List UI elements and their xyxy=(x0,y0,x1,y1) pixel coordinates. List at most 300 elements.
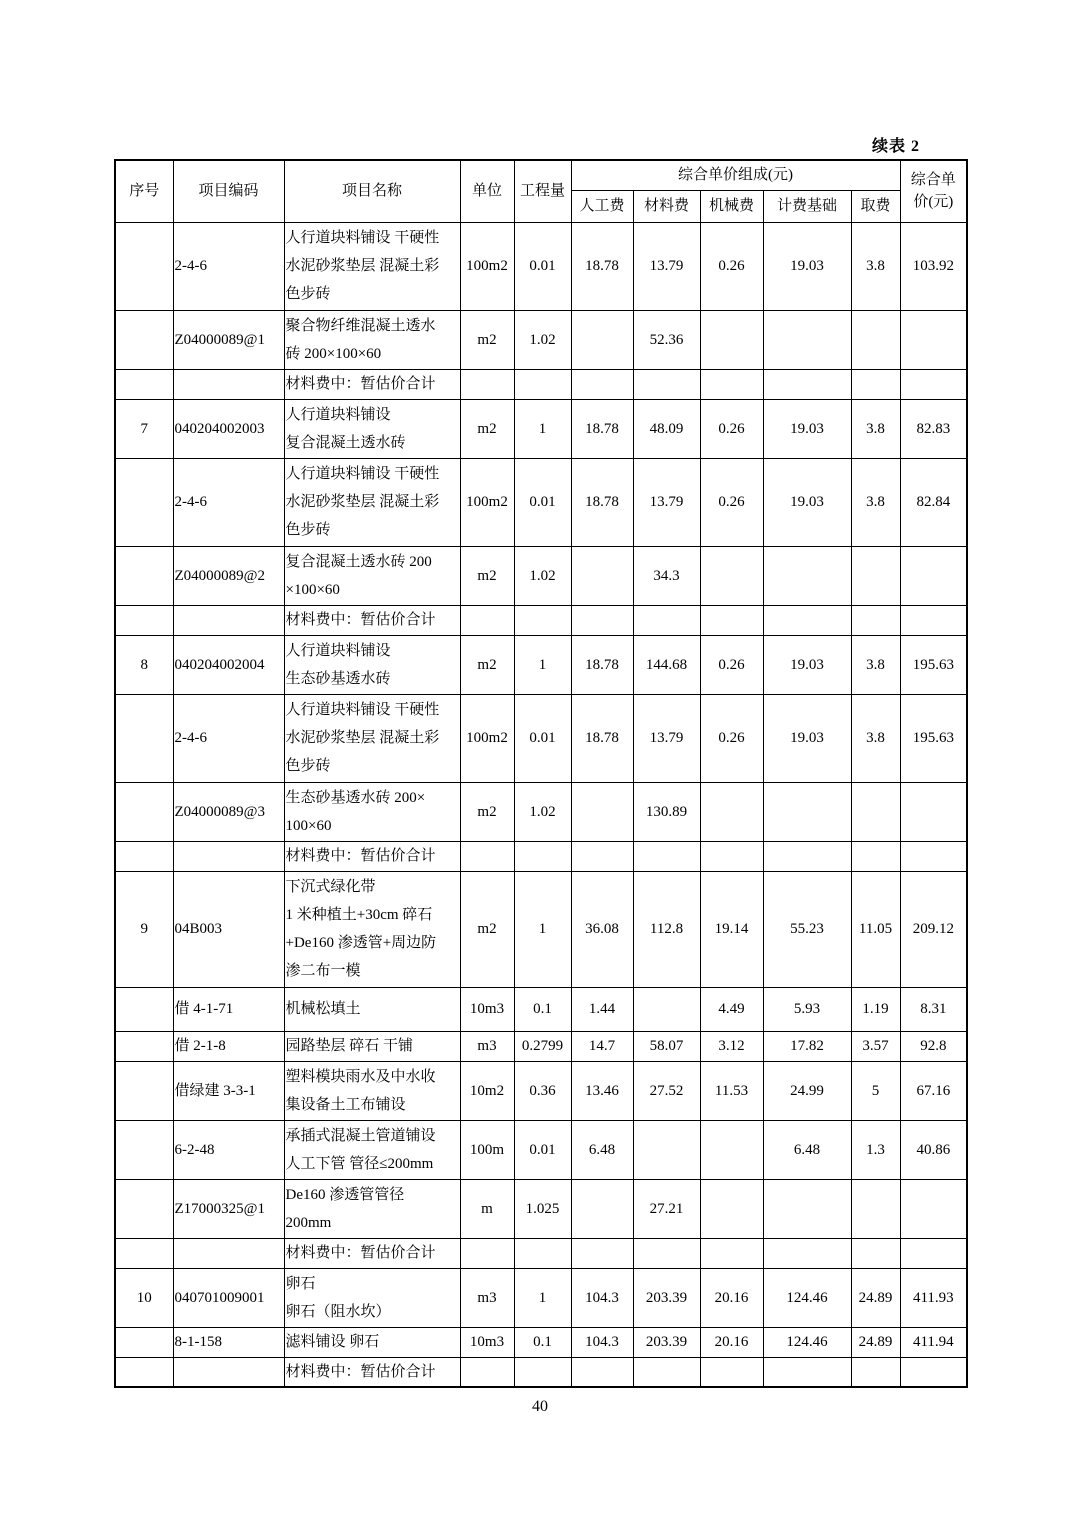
name-line: 材料费中：暂估价合计 xyxy=(285,848,436,864)
cell-price: 82.83 xyxy=(900,399,967,458)
cell-labor xyxy=(571,605,633,635)
cell-labor xyxy=(571,1179,633,1238)
cell-qty: 1 xyxy=(514,399,571,458)
cell-fee: 1.3 xyxy=(851,1120,900,1179)
cell-name xyxy=(284,458,460,546)
table-row xyxy=(115,310,967,369)
cell-qty: 1 xyxy=(514,871,571,987)
cell-qty: 1.02 xyxy=(514,546,571,605)
cell-name xyxy=(284,605,460,635)
table-row xyxy=(115,1061,967,1120)
cell-machine xyxy=(700,310,763,369)
header-price-line1: 综合单 xyxy=(910,172,956,189)
cell-fee xyxy=(851,1357,900,1387)
cell-material xyxy=(633,1120,700,1179)
cell-unit: 10m2 xyxy=(460,1061,514,1120)
cell-machine: 0.26 xyxy=(700,635,763,694)
cell-qty xyxy=(514,605,571,635)
name-line: 色步砖 xyxy=(285,286,331,302)
cell-code xyxy=(173,841,284,871)
cell-code: 借 2-1-8 xyxy=(173,1031,284,1061)
cell-name xyxy=(284,1031,460,1061)
cell-base: 6.48 xyxy=(763,1120,851,1179)
cell-unit: 10m3 xyxy=(460,987,514,1031)
page-number: 40 xyxy=(532,1398,548,1415)
cell-machine: 0.26 xyxy=(700,399,763,458)
cell-qty: 1.02 xyxy=(514,782,571,841)
table-row xyxy=(115,546,967,605)
header-price-line2: 价(元) xyxy=(913,194,954,211)
name-line: ×100×60 xyxy=(285,581,340,598)
cell-qty: 1 xyxy=(514,1268,571,1327)
cell-fee xyxy=(851,1179,900,1238)
cell-qty: 1 xyxy=(514,635,571,694)
header-composition: 综合单价组成(元) xyxy=(571,160,900,190)
name-line: 色步砖 xyxy=(285,758,331,774)
cell-machine xyxy=(700,1179,763,1238)
cell-labor: 18.78 xyxy=(571,399,633,458)
cell-unit: m2 xyxy=(460,635,514,694)
cell-material xyxy=(633,1357,700,1387)
name-line: 人行道块料铺设 干硬性 xyxy=(285,702,440,718)
cell-price xyxy=(900,782,967,841)
cell-material: 13.79 xyxy=(633,694,700,782)
cell-labor xyxy=(571,546,633,605)
cell-unit: m2 xyxy=(460,782,514,841)
cell-seq xyxy=(115,310,173,369)
cell-machine: 20.16 xyxy=(700,1268,763,1327)
name-line: 色步砖 xyxy=(285,522,331,538)
cell-price xyxy=(900,605,967,635)
table-row xyxy=(115,1268,967,1327)
cell-labor xyxy=(571,841,633,871)
cell-material xyxy=(633,1238,700,1268)
cell-code xyxy=(173,605,284,635)
cell-base xyxy=(763,369,851,399)
cell-machine xyxy=(700,1238,763,1268)
cell-labor: 1.44 xyxy=(571,987,633,1031)
cell-price xyxy=(900,546,967,605)
name-line: 人行道块料铺设 xyxy=(285,406,391,423)
table-row xyxy=(115,1031,967,1061)
cell-base xyxy=(763,782,851,841)
cell-seq: 10 xyxy=(115,1268,173,1327)
cell-fee: 24.89 xyxy=(851,1268,900,1327)
cell-material: 48.09 xyxy=(633,399,700,458)
cell-name xyxy=(284,1327,460,1357)
cell-base: 124.46 xyxy=(763,1268,851,1327)
cell-price: 195.63 xyxy=(900,635,967,694)
cell-labor: 104.3 xyxy=(571,1268,633,1327)
cell-fee: 11.05 xyxy=(851,871,900,987)
header-seq: 序号 xyxy=(115,160,173,222)
cell-unit: m3 xyxy=(460,1268,514,1327)
cell-material: 144.68 xyxy=(633,635,700,694)
cell-qty: 0.01 xyxy=(514,1120,571,1179)
cell-name xyxy=(284,1238,460,1268)
cell-base xyxy=(763,1357,851,1387)
cell-name xyxy=(284,1061,460,1120)
cell-qty xyxy=(514,369,571,399)
cell-machine: 0.26 xyxy=(700,694,763,782)
cell-material: 34.3 xyxy=(633,546,700,605)
cell-fee: 24.89 xyxy=(851,1327,900,1357)
name-line: De160 渗透管管径 xyxy=(285,1186,405,1203)
cell-base xyxy=(763,605,851,635)
header-material: 材料费 xyxy=(633,190,700,222)
cell-qty: 0.2799 xyxy=(514,1031,571,1061)
cell-machine: 20.16 xyxy=(700,1327,763,1357)
name-line: 滤料铺设 卵石 xyxy=(285,1334,380,1350)
header-machine: 机械费 xyxy=(700,190,763,222)
cell-material: 13.79 xyxy=(633,458,700,546)
name-line: 人工下管 管径≤200mm xyxy=(285,1155,434,1172)
cell-labor: 18.78 xyxy=(571,635,633,694)
name-line: 200mm xyxy=(285,1214,332,1231)
name-line: 生态砂基透水砖 200× xyxy=(285,789,426,806)
cell-labor: 18.78 xyxy=(571,694,633,782)
name-line: 渗二布一模 xyxy=(285,963,361,979)
table-row xyxy=(115,635,967,694)
cell-qty: 0.01 xyxy=(514,694,571,782)
cell-seq xyxy=(115,1238,173,1268)
name-line: 复合混凝土透水砖 xyxy=(285,434,406,451)
cell-base: 55.23 xyxy=(763,871,851,987)
cell-qty xyxy=(514,1238,571,1268)
cell-code: 040204002003 xyxy=(173,399,284,458)
cell-name xyxy=(284,222,460,310)
unit-price-table xyxy=(114,159,968,1388)
cell-fee xyxy=(851,369,900,399)
cell-price xyxy=(900,1357,967,1387)
header-unit: 单位 xyxy=(460,160,514,222)
cell-price: 411.94 xyxy=(900,1327,967,1357)
cell-base: 124.46 xyxy=(763,1327,851,1357)
cell-machine: 11.53 xyxy=(700,1061,763,1120)
cell-machine xyxy=(700,605,763,635)
cell-price: 411.93 xyxy=(900,1268,967,1327)
table-row xyxy=(115,458,967,546)
cell-code: 040204002004 xyxy=(173,635,284,694)
cell-base: 24.99 xyxy=(763,1061,851,1120)
cell-unit xyxy=(460,1238,514,1268)
cell-unit: m2 xyxy=(460,871,514,987)
cell-name xyxy=(284,369,460,399)
header-price xyxy=(900,160,967,222)
cell-material: 112.8 xyxy=(633,871,700,987)
cell-base: 19.03 xyxy=(763,222,851,310)
cell-fee: 1.19 xyxy=(851,987,900,1031)
table-row xyxy=(115,605,967,635)
cell-seq: 9 xyxy=(115,871,173,987)
cell-code: Z04000089@1 xyxy=(173,310,284,369)
table-row xyxy=(115,987,967,1031)
cell-base xyxy=(763,546,851,605)
cell-machine xyxy=(700,782,763,841)
cell-material: 58.07 xyxy=(633,1031,700,1061)
cell-material: 13.79 xyxy=(633,222,700,310)
name-line: 塑料模块雨水及中水收 xyxy=(285,1068,436,1085)
cell-price xyxy=(900,1179,967,1238)
table-row xyxy=(115,841,967,871)
cell-labor: 36.08 xyxy=(571,871,633,987)
cell-labor: 14.7 xyxy=(571,1031,633,1061)
cell-material: 130.89 xyxy=(633,782,700,841)
table-row xyxy=(115,782,967,841)
table-row xyxy=(115,222,967,310)
cell-labor xyxy=(571,782,633,841)
cell-base: 19.03 xyxy=(763,458,851,546)
cell-seq xyxy=(115,1327,173,1357)
name-line: 材料费中：暂估价合计 xyxy=(285,612,436,628)
name-line: 砖 200×100×60 xyxy=(285,345,382,362)
cell-price: 40.86 xyxy=(900,1120,967,1179)
cell-unit: m3 xyxy=(460,1031,514,1061)
cell-unit xyxy=(460,369,514,399)
cell-price xyxy=(900,841,967,871)
cell-code: 2-4-6 xyxy=(173,458,284,546)
cell-fee: 3.8 xyxy=(851,399,900,458)
cell-code: Z04000089@3 xyxy=(173,782,284,841)
cell-price: 82.84 xyxy=(900,458,967,546)
name-line: 材料费中：暂估价合计 xyxy=(285,1245,436,1261)
table-row xyxy=(115,871,967,987)
cell-material: 52.36 xyxy=(633,310,700,369)
cell-name xyxy=(284,871,460,987)
cell-code: 借 4-1-71 xyxy=(173,987,284,1031)
name-line: 卵石 xyxy=(285,1275,316,1292)
cell-qty: 0.1 xyxy=(514,987,571,1031)
cell-seq xyxy=(115,605,173,635)
name-line: 聚合物纤维混凝土透水 xyxy=(285,317,436,334)
cell-qty: 1.025 xyxy=(514,1179,571,1238)
cell-material xyxy=(633,369,700,399)
header-labor: 人工费 xyxy=(571,190,633,222)
table-row xyxy=(115,694,967,782)
cell-price: 195.63 xyxy=(900,694,967,782)
name-line: 水泥砂浆垫层 混凝土彩 xyxy=(285,258,440,274)
name-line: 下沉式绿化带 xyxy=(285,879,376,895)
cell-base: 19.03 xyxy=(763,694,851,782)
cell-fee xyxy=(851,841,900,871)
cell-base: 19.03 xyxy=(763,399,851,458)
cell-price xyxy=(900,1238,967,1268)
cell-seq xyxy=(115,841,173,871)
cell-unit: 100m2 xyxy=(460,694,514,782)
header-name: 项目名称 xyxy=(284,160,460,222)
cell-code: 借绿建 3-3-1 xyxy=(173,1061,284,1120)
cell-code: 6-2-48 xyxy=(173,1120,284,1179)
cell-seq xyxy=(115,1031,173,1061)
cell-labor xyxy=(571,1238,633,1268)
cell-name xyxy=(284,987,460,1031)
cell-machine xyxy=(700,1120,763,1179)
cell-name xyxy=(284,782,460,841)
table-row xyxy=(115,1179,967,1238)
cell-machine: 0.26 xyxy=(700,222,763,310)
cell-seq xyxy=(115,782,173,841)
cell-name xyxy=(284,1357,460,1387)
cell-labor: 18.78 xyxy=(571,222,633,310)
cell-machine: 19.14 xyxy=(700,871,763,987)
cell-fee: 3.57 xyxy=(851,1031,900,1061)
cell-fee: 3.8 xyxy=(851,694,900,782)
cell-name xyxy=(284,694,460,782)
name-line: 承插式混凝土管道铺设 xyxy=(285,1127,436,1144)
name-line: 人行道块料铺设 xyxy=(285,642,391,659)
name-line: 集设备土工布铺设 xyxy=(285,1096,406,1113)
cell-fee: 5 xyxy=(851,1061,900,1120)
cell-name xyxy=(284,310,460,369)
cell-labor xyxy=(571,310,633,369)
cell-price: 92.8 xyxy=(900,1031,967,1061)
cell-code xyxy=(173,369,284,399)
cell-seq xyxy=(115,694,173,782)
cell-fee xyxy=(851,1238,900,1268)
cell-unit: 100m xyxy=(460,1120,514,1179)
cell-fee xyxy=(851,605,900,635)
cell-material xyxy=(633,605,700,635)
name-line: 复合混凝土透水砖 200 xyxy=(285,553,432,570)
cell-seq xyxy=(115,1357,173,1387)
cell-seq xyxy=(115,1120,173,1179)
cell-name xyxy=(284,1120,460,1179)
cell-seq: 7 xyxy=(115,399,173,458)
table-row xyxy=(115,1120,967,1179)
cell-material: 27.21 xyxy=(633,1179,700,1238)
cell-qty: 1.02 xyxy=(514,310,571,369)
header-fee: 取费 xyxy=(851,190,900,222)
cell-seq: 8 xyxy=(115,635,173,694)
cell-name xyxy=(284,635,460,694)
cell-name xyxy=(284,399,460,458)
cell-code xyxy=(173,1238,284,1268)
name-line: 材料费中：暂估价合计 xyxy=(285,376,436,392)
cell-price: 103.92 xyxy=(900,222,967,310)
name-line: 材料费中：暂估价合计 xyxy=(285,1363,436,1380)
cell-unit xyxy=(460,1357,514,1387)
cell-qty: 0.1 xyxy=(514,1327,571,1357)
cell-seq xyxy=(115,222,173,310)
cell-fee xyxy=(851,782,900,841)
cell-machine xyxy=(700,369,763,399)
cell-seq xyxy=(115,1061,173,1120)
cell-base: 19.03 xyxy=(763,635,851,694)
cell-labor: 13.46 xyxy=(571,1061,633,1120)
cell-base xyxy=(763,1238,851,1268)
cell-base xyxy=(763,841,851,871)
cell-machine xyxy=(700,546,763,605)
name-line: 人行道块料铺设 干硬性 xyxy=(285,466,440,482)
name-line: 100×60 xyxy=(285,817,332,834)
cell-seq xyxy=(115,546,173,605)
cell-fee: 3.8 xyxy=(851,635,900,694)
name-line: 人行道块料铺设 干硬性 xyxy=(285,230,440,246)
header-base: 计费基础 xyxy=(763,190,851,222)
cell-qty xyxy=(514,1357,571,1387)
header-code: 项目编码 xyxy=(173,160,284,222)
cell-code: 2-4-6 xyxy=(173,694,284,782)
cell-price: 8.31 xyxy=(900,987,967,1031)
cell-seq xyxy=(115,369,173,399)
cell-labor xyxy=(571,1357,633,1387)
table-row xyxy=(115,1238,967,1268)
cell-price xyxy=(900,369,967,399)
cell-material xyxy=(633,841,700,871)
cell-qty: 0.01 xyxy=(514,222,571,310)
cell-code xyxy=(173,1357,284,1387)
table-row xyxy=(115,369,967,399)
cell-base: 5.93 xyxy=(763,987,851,1031)
cell-code: Z04000089@2 xyxy=(173,546,284,605)
table-row xyxy=(115,399,967,458)
cell-seq xyxy=(115,1179,173,1238)
cell-machine: 3.12 xyxy=(700,1031,763,1061)
cell-code: 040701009001 xyxy=(173,1268,284,1327)
name-line: 机械松填土 xyxy=(285,1001,361,1017)
cell-code: 2-4-6 xyxy=(173,222,284,310)
cell-fee: 3.8 xyxy=(851,458,900,546)
name-line: 园路垫层 碎石 干铺 xyxy=(285,1038,414,1054)
cell-unit: m xyxy=(460,1179,514,1238)
cell-seq xyxy=(115,458,173,546)
cell-machine: 4.49 xyxy=(700,987,763,1031)
cell-material: 203.39 xyxy=(633,1327,700,1357)
header-qty: 工程量 xyxy=(514,160,571,222)
cell-qty xyxy=(514,841,571,871)
cell-base xyxy=(763,1179,851,1238)
cell-material xyxy=(633,987,700,1031)
cell-price xyxy=(900,310,967,369)
cell-labor: 18.78 xyxy=(571,458,633,546)
cell-code: 04B003 xyxy=(173,871,284,987)
cell-name xyxy=(284,1179,460,1238)
cell-machine xyxy=(700,1357,763,1387)
cell-price: 67.16 xyxy=(900,1061,967,1120)
cell-fee xyxy=(851,310,900,369)
cell-base xyxy=(763,310,851,369)
table-row xyxy=(115,1327,967,1357)
cell-unit: 10m3 xyxy=(460,1327,514,1357)
name-line: 水泥砂浆垫层 混凝土彩 xyxy=(285,494,440,510)
cell-base: 17.82 xyxy=(763,1031,851,1061)
cell-unit: m2 xyxy=(460,546,514,605)
cell-material: 203.39 xyxy=(633,1268,700,1327)
cell-machine xyxy=(700,841,763,871)
name-line: +De160 渗透管+周边防 xyxy=(285,935,437,951)
cell-unit xyxy=(460,841,514,871)
cell-labor: 104.3 xyxy=(571,1327,633,1357)
name-line: 水泥砂浆垫层 混凝土彩 xyxy=(285,730,440,746)
cell-labor: 6.48 xyxy=(571,1120,633,1179)
cell-seq xyxy=(115,987,173,1031)
name-line: 1 米种植土+30cm 碎石 xyxy=(285,907,433,923)
table-caption: 续表 2 xyxy=(871,138,920,155)
cell-unit xyxy=(460,605,514,635)
name-line: 卵石（阻水坎） xyxy=(285,1303,391,1320)
cell-labor xyxy=(571,369,633,399)
cell-unit: 100m2 xyxy=(460,458,514,546)
cell-fee xyxy=(851,546,900,605)
cell-fee: 3.8 xyxy=(851,222,900,310)
cell-unit: m2 xyxy=(460,399,514,458)
name-line: 生态砂基透水砖 xyxy=(285,670,391,687)
cell-material: 27.52 xyxy=(633,1061,700,1120)
table-row xyxy=(115,1357,967,1387)
cell-name xyxy=(284,841,460,871)
table-body xyxy=(115,222,967,1387)
cell-machine: 0.26 xyxy=(700,458,763,546)
